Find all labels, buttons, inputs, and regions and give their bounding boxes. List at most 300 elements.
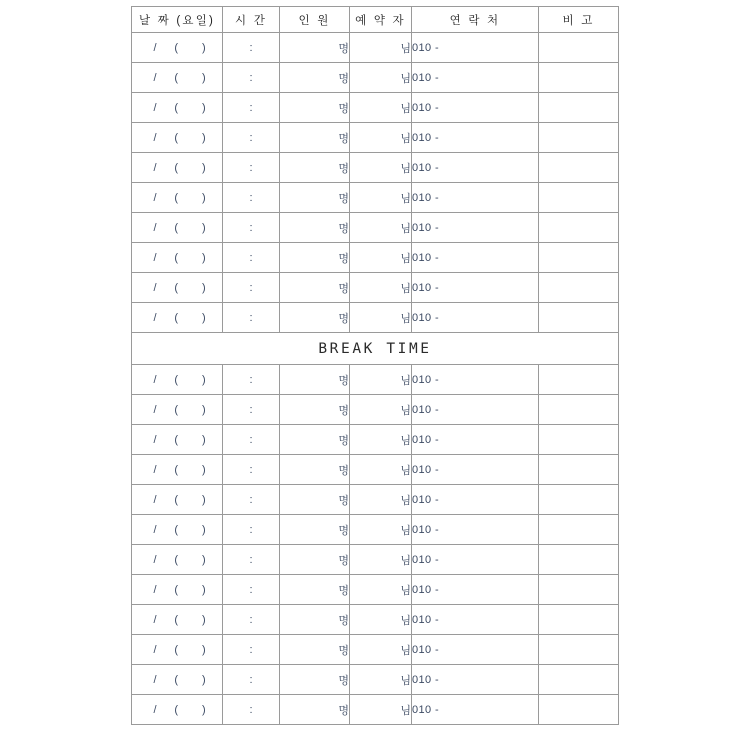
reservation-table xyxy=(131,6,619,725)
cell-note[interactable] xyxy=(539,485,619,515)
date-slash-mark: / xyxy=(153,673,157,686)
time-colon-mark: : xyxy=(249,251,253,264)
cell-date[interactable] xyxy=(132,123,223,153)
cell-date[interactable] xyxy=(132,153,223,183)
cell-note[interactable] xyxy=(539,545,619,575)
cell-reserver[interactable] xyxy=(350,515,412,545)
table-header xyxy=(132,7,619,33)
cell-phone[interactable] xyxy=(412,605,539,635)
cell-date[interactable] xyxy=(132,605,223,635)
cell-note[interactable] xyxy=(539,243,619,273)
date-weekday-parens xyxy=(168,494,212,506)
cell-date[interactable] xyxy=(132,33,223,63)
time-colon-mark: : xyxy=(249,191,253,204)
paren-open: ( xyxy=(174,373,178,386)
honorific-label: 님 xyxy=(400,282,411,295)
cell-date[interactable] xyxy=(132,665,223,695)
paren-open: ( xyxy=(174,523,178,536)
cell-date[interactable] xyxy=(132,303,223,333)
paren-close: ) xyxy=(202,433,206,446)
cell-time[interactable] xyxy=(223,63,280,93)
cell-reserver[interactable] xyxy=(350,635,412,665)
people-unit-label: 명 xyxy=(338,464,349,477)
cell-phone[interactable] xyxy=(412,485,539,515)
cell-people[interactable] xyxy=(280,365,350,395)
cell-reserver[interactable] xyxy=(350,485,412,515)
paren-close: ) xyxy=(202,251,206,264)
time-colon-mark: : xyxy=(249,613,253,626)
table-row[interactable] xyxy=(132,695,619,725)
date-weekday-parens xyxy=(168,434,212,446)
cell-date[interactable] xyxy=(132,273,223,303)
paren-close: ) xyxy=(202,131,206,144)
date-slash-mark: / xyxy=(153,703,157,716)
cell-phone[interactable] xyxy=(412,515,539,545)
phone-prefix-label: 010 - xyxy=(412,643,440,656)
paren-close: ) xyxy=(202,221,206,234)
cell-reserver[interactable] xyxy=(350,605,412,635)
cell-reserver[interactable] xyxy=(350,153,412,183)
cell-date[interactable] xyxy=(132,213,223,243)
paren-close: ) xyxy=(202,161,206,174)
table-row[interactable] xyxy=(132,243,619,273)
column-header-time: 시 간 xyxy=(223,7,280,33)
cell-phone[interactable] xyxy=(412,93,539,123)
break-time-label: BREAK TIME xyxy=(132,333,619,365)
paren-open: ( xyxy=(174,281,178,294)
cell-people[interactable] xyxy=(280,243,350,273)
cell-date[interactable] xyxy=(132,93,223,123)
table-row[interactable] xyxy=(132,605,619,635)
cell-phone[interactable] xyxy=(412,153,539,183)
table-row[interactable] xyxy=(132,395,619,425)
paren-close: ) xyxy=(202,191,206,204)
people-unit-label: 명 xyxy=(338,494,349,507)
table-row[interactable] xyxy=(132,665,619,695)
people-unit-label: 명 xyxy=(338,162,349,175)
cell-time[interactable] xyxy=(223,485,280,515)
time-colon-mark: : xyxy=(249,583,253,596)
phone-prefix-label: 010 - xyxy=(412,493,440,506)
time-colon-mark: : xyxy=(249,281,253,294)
people-unit-label: 명 xyxy=(338,554,349,567)
phone-prefix-label: 010 - xyxy=(412,673,440,686)
cell-time[interactable] xyxy=(223,455,280,485)
paren-open: ( xyxy=(174,161,178,174)
cell-phone[interactable] xyxy=(412,243,539,273)
table-row[interactable] xyxy=(132,485,619,515)
time-colon-mark: : xyxy=(249,433,253,446)
cell-note[interactable] xyxy=(539,153,619,183)
cell-people[interactable] xyxy=(280,485,350,515)
table-row[interactable] xyxy=(132,303,619,333)
paren-open: ( xyxy=(174,583,178,596)
cell-phone[interactable] xyxy=(412,183,539,213)
cell-time[interactable] xyxy=(223,695,280,725)
cell-people[interactable] xyxy=(280,575,350,605)
cell-date[interactable] xyxy=(132,365,223,395)
cell-phone[interactable] xyxy=(412,395,539,425)
cell-reserver[interactable] xyxy=(350,123,412,153)
cell-date[interactable] xyxy=(132,545,223,575)
honorific-label: 님 xyxy=(400,554,411,567)
cell-note[interactable] xyxy=(539,455,619,485)
cell-people[interactable] xyxy=(280,635,350,665)
cell-people[interactable] xyxy=(280,213,350,243)
cell-date[interactable] xyxy=(132,395,223,425)
cell-time[interactable] xyxy=(223,665,280,695)
paren-close: ) xyxy=(202,41,206,54)
cell-date[interactable] xyxy=(132,635,223,665)
cell-date[interactable] xyxy=(132,425,223,455)
date-weekday-parens xyxy=(168,614,212,626)
phone-prefix-label: 010 - xyxy=(412,433,440,446)
cell-note[interactable] xyxy=(539,183,619,213)
table-row[interactable] xyxy=(132,213,619,243)
table-row[interactable] xyxy=(132,273,619,303)
table-row[interactable] xyxy=(132,545,619,575)
cell-reserver[interactable] xyxy=(350,63,412,93)
table-row[interactable] xyxy=(132,455,619,485)
cell-time[interactable] xyxy=(223,153,280,183)
time-colon-mark: : xyxy=(249,373,253,386)
cell-note[interactable] xyxy=(539,515,619,545)
date-slash-mark: / xyxy=(153,101,157,114)
cell-phone[interactable] xyxy=(412,635,539,665)
paren-close: ) xyxy=(202,613,206,626)
cell-phone[interactable] xyxy=(412,123,539,153)
cell-note[interactable] xyxy=(539,123,619,153)
people-unit-label: 명 xyxy=(338,132,349,145)
people-unit-label: 명 xyxy=(338,434,349,447)
date-weekday-parens xyxy=(168,162,212,174)
date-slash-mark: / xyxy=(153,373,157,386)
honorific-label: 님 xyxy=(400,674,411,687)
cell-note[interactable] xyxy=(539,273,619,303)
cell-people[interactable] xyxy=(280,273,350,303)
cell-reserver[interactable] xyxy=(350,545,412,575)
cell-time[interactable] xyxy=(223,515,280,545)
cell-time[interactable] xyxy=(223,605,280,635)
phone-prefix-label: 010 - xyxy=(412,251,440,264)
cell-date[interactable] xyxy=(132,183,223,213)
date-weekday-parens xyxy=(168,312,212,324)
honorific-label: 님 xyxy=(400,192,411,205)
time-colon-mark: : xyxy=(249,673,253,686)
cell-people[interactable] xyxy=(280,425,350,455)
table-row[interactable] xyxy=(132,575,619,605)
honorific-label: 님 xyxy=(400,524,411,537)
cell-people[interactable] xyxy=(280,183,350,213)
date-weekday-parens xyxy=(168,102,212,114)
cell-time[interactable] xyxy=(223,183,280,213)
people-unit-label: 명 xyxy=(338,704,349,717)
cell-note[interactable] xyxy=(539,605,619,635)
paren-open: ( xyxy=(174,463,178,476)
people-unit-label: 명 xyxy=(338,584,349,597)
cell-date[interactable] xyxy=(132,515,223,545)
date-slash-mark: / xyxy=(153,161,157,174)
paren-close: ) xyxy=(202,673,206,686)
people-unit-label: 명 xyxy=(338,524,349,537)
phone-prefix-label: 010 - xyxy=(412,373,440,386)
date-slash-mark: / xyxy=(153,191,157,204)
cell-people[interactable] xyxy=(280,303,350,333)
cell-time[interactable] xyxy=(223,123,280,153)
cell-reserver[interactable] xyxy=(350,575,412,605)
cell-phone[interactable] xyxy=(412,425,539,455)
people-unit-label: 명 xyxy=(338,312,349,325)
cell-time[interactable] xyxy=(223,365,280,395)
column-header-date: 날 짜 (요일) xyxy=(132,7,223,33)
paren-close: ) xyxy=(202,583,206,596)
cell-people[interactable] xyxy=(280,545,350,575)
cell-date[interactable] xyxy=(132,575,223,605)
cell-phone[interactable] xyxy=(412,545,539,575)
phone-prefix-label: 010 - xyxy=(412,161,440,174)
column-header-note: 비 고 xyxy=(539,7,619,33)
table-row[interactable] xyxy=(132,93,619,123)
people-unit-label: 명 xyxy=(338,674,349,687)
cell-time[interactable] xyxy=(223,243,280,273)
date-weekday-parens xyxy=(168,282,212,294)
cell-time[interactable] xyxy=(223,425,280,455)
paren-open: ( xyxy=(174,221,178,234)
cell-reserver[interactable] xyxy=(350,455,412,485)
people-unit-label: 명 xyxy=(338,282,349,295)
cell-reserver[interactable] xyxy=(350,425,412,455)
date-slash-mark: / xyxy=(153,403,157,416)
cell-note[interactable] xyxy=(539,635,619,665)
cell-phone[interactable] xyxy=(412,33,539,63)
cell-reserver[interactable] xyxy=(350,93,412,123)
honorific-label: 님 xyxy=(400,312,411,325)
cell-note[interactable] xyxy=(539,395,619,425)
cell-time[interactable] xyxy=(223,635,280,665)
phone-prefix-label: 010 - xyxy=(412,463,440,476)
cell-phone[interactable] xyxy=(412,213,539,243)
paren-close: ) xyxy=(202,703,206,716)
column-header-people: 인 원 xyxy=(280,7,350,33)
phone-prefix-label: 010 - xyxy=(412,191,440,204)
cell-reserver[interactable] xyxy=(350,665,412,695)
paren-open: ( xyxy=(174,101,178,114)
cell-note[interactable] xyxy=(539,303,619,333)
table-row[interactable] xyxy=(132,63,619,93)
table-row[interactable] xyxy=(132,183,619,213)
date-weekday-parens xyxy=(168,404,212,416)
phone-prefix-label: 010 - xyxy=(412,311,440,324)
cell-date[interactable] xyxy=(132,63,223,93)
phone-prefix-label: 010 - xyxy=(412,281,440,294)
honorific-label: 님 xyxy=(400,72,411,85)
paren-close: ) xyxy=(202,281,206,294)
date-slash-mark: / xyxy=(153,523,157,536)
cell-people[interactable] xyxy=(280,123,350,153)
phone-prefix-label: 010 - xyxy=(412,583,440,596)
paren-open: ( xyxy=(174,643,178,656)
cell-reserver[interactable] xyxy=(350,303,412,333)
paren-close: ) xyxy=(202,71,206,84)
paren-open: ( xyxy=(174,311,178,324)
cell-note[interactable] xyxy=(539,665,619,695)
cell-people[interactable] xyxy=(280,515,350,545)
date-weekday-parens xyxy=(168,374,212,386)
date-weekday-parens xyxy=(168,554,212,566)
honorific-label: 님 xyxy=(400,404,411,417)
cell-date[interactable] xyxy=(132,695,223,725)
cell-time[interactable] xyxy=(223,213,280,243)
cell-note[interactable] xyxy=(539,425,619,455)
cell-people[interactable] xyxy=(280,63,350,93)
date-weekday-parens xyxy=(168,42,212,54)
date-slash-mark: / xyxy=(153,553,157,566)
cell-people[interactable] xyxy=(280,395,350,425)
phone-prefix-label: 010 - xyxy=(412,221,440,234)
cell-reserver[interactable] xyxy=(350,395,412,425)
cell-time[interactable] xyxy=(223,33,280,63)
cell-phone[interactable] xyxy=(412,63,539,93)
cell-phone[interactable] xyxy=(412,665,539,695)
honorific-label: 님 xyxy=(400,42,411,55)
cell-note[interactable] xyxy=(539,365,619,395)
cell-reserver[interactable] xyxy=(350,183,412,213)
date-slash-mark: / xyxy=(153,583,157,596)
phone-prefix-label: 010 - xyxy=(412,71,440,84)
time-colon-mark: : xyxy=(249,493,253,506)
honorific-label: 님 xyxy=(400,252,411,265)
cell-people[interactable] xyxy=(280,605,350,635)
cell-phone[interactable] xyxy=(412,303,539,333)
paren-open: ( xyxy=(174,493,178,506)
cell-reserver[interactable] xyxy=(350,33,412,63)
cell-people[interactable] xyxy=(280,665,350,695)
cell-time[interactable] xyxy=(223,395,280,425)
cell-note[interactable] xyxy=(539,63,619,93)
cell-note[interactable] xyxy=(539,695,619,725)
cell-time[interactable] xyxy=(223,545,280,575)
date-slash-mark: / xyxy=(153,281,157,294)
date-slash-mark: / xyxy=(153,433,157,446)
time-colon-mark: : xyxy=(249,71,253,84)
cell-reserver[interactable] xyxy=(350,213,412,243)
time-colon-mark: : xyxy=(249,523,253,536)
time-colon-mark: : xyxy=(249,403,253,416)
table-row[interactable] xyxy=(132,33,619,63)
paren-close: ) xyxy=(202,403,206,416)
paren-close: ) xyxy=(202,311,206,324)
table-row[interactable] xyxy=(132,365,619,395)
cell-date[interactable] xyxy=(132,243,223,273)
cell-phone[interactable] xyxy=(412,273,539,303)
cell-phone[interactable] xyxy=(412,695,539,725)
table-row[interactable] xyxy=(132,425,619,455)
date-slash-mark: / xyxy=(153,71,157,84)
cell-people[interactable] xyxy=(280,695,350,725)
cell-phone[interactable] xyxy=(412,575,539,605)
date-weekday-parens xyxy=(168,132,212,144)
people-unit-label: 명 xyxy=(338,614,349,627)
people-unit-label: 명 xyxy=(338,374,349,387)
cell-reserver[interactable] xyxy=(350,243,412,273)
cell-people[interactable] xyxy=(280,93,350,123)
date-slash-mark: / xyxy=(153,131,157,144)
time-colon-mark: : xyxy=(249,553,253,566)
cell-people[interactable] xyxy=(280,455,350,485)
date-weekday-parens xyxy=(168,72,212,84)
honorific-label: 님 xyxy=(400,434,411,447)
people-unit-label: 명 xyxy=(338,72,349,85)
paren-open: ( xyxy=(174,251,178,264)
paren-close: ) xyxy=(202,643,206,656)
time-colon-mark: : xyxy=(249,101,253,114)
cell-time[interactable] xyxy=(223,575,280,605)
people-unit-label: 명 xyxy=(338,42,349,55)
cell-date[interactable] xyxy=(132,455,223,485)
paren-close: ) xyxy=(202,553,206,566)
date-weekday-parens xyxy=(168,644,212,656)
time-colon-mark: : xyxy=(249,221,253,234)
table-row[interactable] xyxy=(132,123,619,153)
phone-prefix-label: 010 - xyxy=(412,403,440,416)
cell-people[interactable] xyxy=(280,153,350,183)
cell-time[interactable] xyxy=(223,273,280,303)
people-unit-label: 명 xyxy=(338,192,349,205)
time-colon-mark: : xyxy=(249,161,253,174)
cell-note[interactable] xyxy=(539,213,619,243)
cell-time[interactable] xyxy=(223,93,280,123)
date-weekday-parens xyxy=(168,674,212,686)
honorific-label: 님 xyxy=(400,614,411,627)
column-header-name: 예 약 자 xyxy=(350,7,412,33)
cell-people[interactable] xyxy=(280,33,350,63)
date-weekday-parens xyxy=(168,252,212,264)
cell-reserver[interactable] xyxy=(350,365,412,395)
cell-phone[interactable] xyxy=(412,365,539,395)
paren-open: ( xyxy=(174,191,178,204)
paren-open: ( xyxy=(174,433,178,446)
cell-note[interactable] xyxy=(539,33,619,63)
date-slash-mark: / xyxy=(153,311,157,324)
cell-time[interactable] xyxy=(223,303,280,333)
time-colon-mark: : xyxy=(249,131,253,144)
honorific-label: 님 xyxy=(400,704,411,717)
cell-note[interactable] xyxy=(539,575,619,605)
time-colon-mark: : xyxy=(249,311,253,324)
cell-reserver[interactable] xyxy=(350,273,412,303)
table-row[interactable] xyxy=(132,153,619,183)
paren-open: ( xyxy=(174,131,178,144)
cell-date[interactable] xyxy=(132,485,223,515)
date-weekday-parens xyxy=(168,524,212,536)
people-unit-label: 명 xyxy=(338,644,349,657)
cell-reserver[interactable] xyxy=(350,695,412,725)
paren-open: ( xyxy=(174,403,178,416)
people-unit-label: 명 xyxy=(338,102,349,115)
table-row[interactable] xyxy=(132,635,619,665)
table-row[interactable] xyxy=(132,515,619,545)
honorific-label: 님 xyxy=(400,162,411,175)
people-unit-label: 명 xyxy=(338,404,349,417)
cell-phone[interactable] xyxy=(412,455,539,485)
cell-note[interactable] xyxy=(539,93,619,123)
paren-open: ( xyxy=(174,71,178,84)
date-slash-mark: / xyxy=(153,643,157,656)
honorific-label: 님 xyxy=(400,132,411,145)
honorific-label: 님 xyxy=(400,464,411,477)
date-weekday-parens xyxy=(168,464,212,476)
paren-close: ) xyxy=(202,523,206,536)
